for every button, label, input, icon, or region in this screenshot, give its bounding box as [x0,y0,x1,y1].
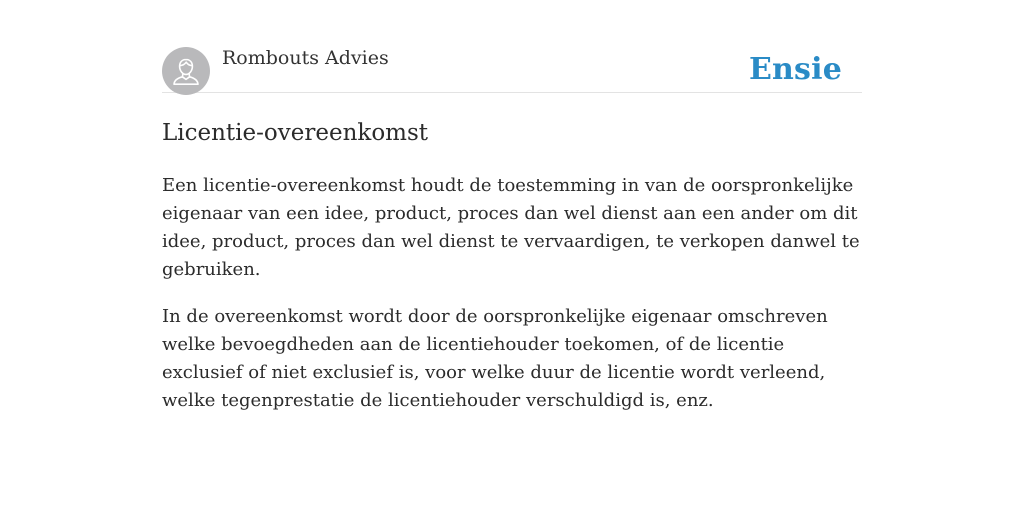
ensie-logo[interactable]: Ensie [748,52,842,87]
definition-paragraph: Een licentie-overeenkomst houdt de toestemming in van de oorspronkelijke eigenaar van een idee, product, proces dan wel dienst aan een ander om dit idee, product, proces dan wel dienst te vervaardigen, te verkopen danwel te gebruiken. [162,175,860,280]
definition-paragraph: In de overeenkomst wordt door de oorspronkelijke eigenaar omschreven welke bevoegdheden aan de licentiehouder toekomen, of de licentie exclusief of niet exclusief is, voor welke duur de licentie wordt verleend, welke tegenprestatie de licentiehouder verschuldigd is, enz. [162,306,828,411]
card-header [162,46,862,93]
author-name[interactable]: Rombouts Advies [222,47,389,69]
definition-card [162,46,862,415]
page-title: Licentie-overeenkomst [162,120,429,146]
user-silhouette-icon [162,47,210,95]
avatar[interactable] [162,47,210,95]
